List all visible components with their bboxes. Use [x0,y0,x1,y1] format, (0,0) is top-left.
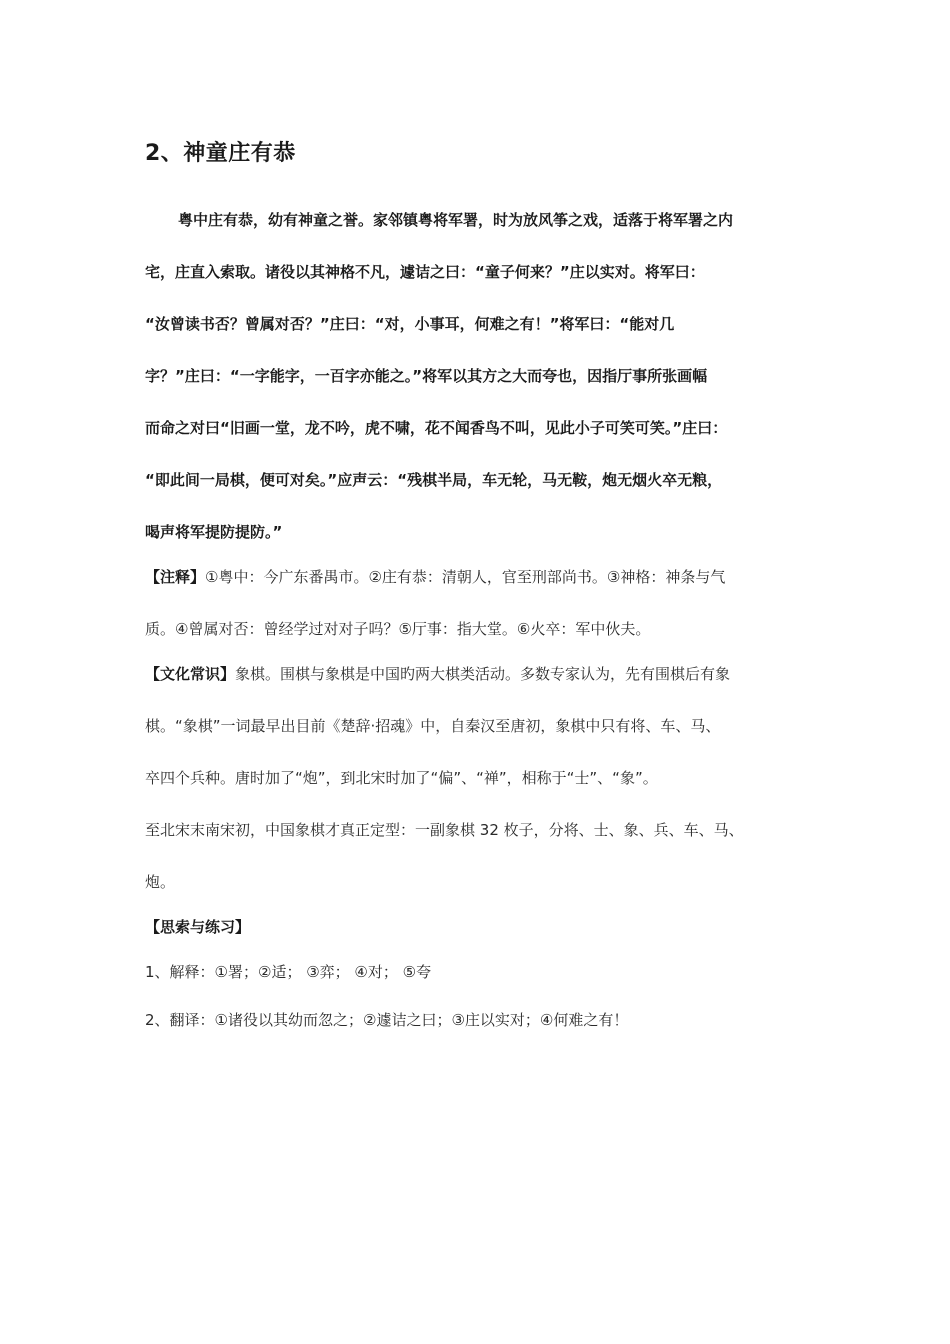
practice-question-2: 2、翻译：①诸役以其幼而忽之；②遽诘之曰；③庄以实对；④何难之有！ [145,1011,629,1029]
notes-label: 【注释】 [145,568,206,586]
notes-line [145,567,815,587]
culture-line: 至北宋末南宋初，中国象棋才真正定型：一副象棋 32 枚子，分将、士、象、兵、车、马、 [145,821,744,839]
culture-label: 【文化常识】 [145,665,236,683]
story-line: 而命之对曰“旧画一堂，龙不吟，虎不啸，花不闻香鸟不叫，见此小子可笑可笑。”庄曰： [145,419,728,437]
practice-label: 【思索与练习】 [145,918,251,936]
story-line: 宅，庄直入索取。诸役以其神格不凡，遽诘之曰：“童子何来？”庄以实对。将军曰： [145,263,705,281]
story-line: “汝曾读书否？曾属对否？”庄曰：“对，小事耳，何难之有！”将军曰：“能对几 [145,315,675,333]
notes-line: 质。④曾属对否：曾经学过对对子吗？⑤厅事：指大堂。⑥火卒：军中伙夫。 [145,620,651,638]
culture-line: 炮。 [145,873,176,891]
notes-text: ①粤中：今广东番禺市。②庄有恭：清朝人，官至刑部尚书。③神格：神条与气 [205,568,726,586]
story-line: 粤中庄有恭，幼有神童之誉。家邻镇粤将军署，时为放风筝之戏，适落于将军署之内 [178,211,734,229]
culture-line: 卒四个兵种。唐时加了“炮”，到北宋时加了“偏”、“禅”，相称于“士”、“象”。 [145,769,658,787]
page-title: 2、神童庄有恭 [145,141,296,166]
culture-line: 棋。“象棋”一词最早出目前《楚辞·招魂》中，自秦汉至唐初，象棋中只有将、车、马、 [145,717,721,735]
story-line: 字？”庄曰：“一字能字，一百字亦能之。”将军以其方之大而夸也，因指厅事所张画幅 [145,367,708,385]
culture-text: 象棋。围棋与象棋是中国旳两大棋类活动。多数专家认为，先有围棋后有象 [235,665,731,683]
story-line: 喝声将军提防提防。” [145,523,283,541]
culture-line [145,664,815,684]
practice-question-1: 1、解释：①署；②适； ③弈； ④对； ⑤夸 [145,963,432,981]
story-line: “即此间一局棋，便可对矣。”应声云：“残棋半局，车无轮，马无鞍，炮无烟火卒无粮， [145,471,723,489]
